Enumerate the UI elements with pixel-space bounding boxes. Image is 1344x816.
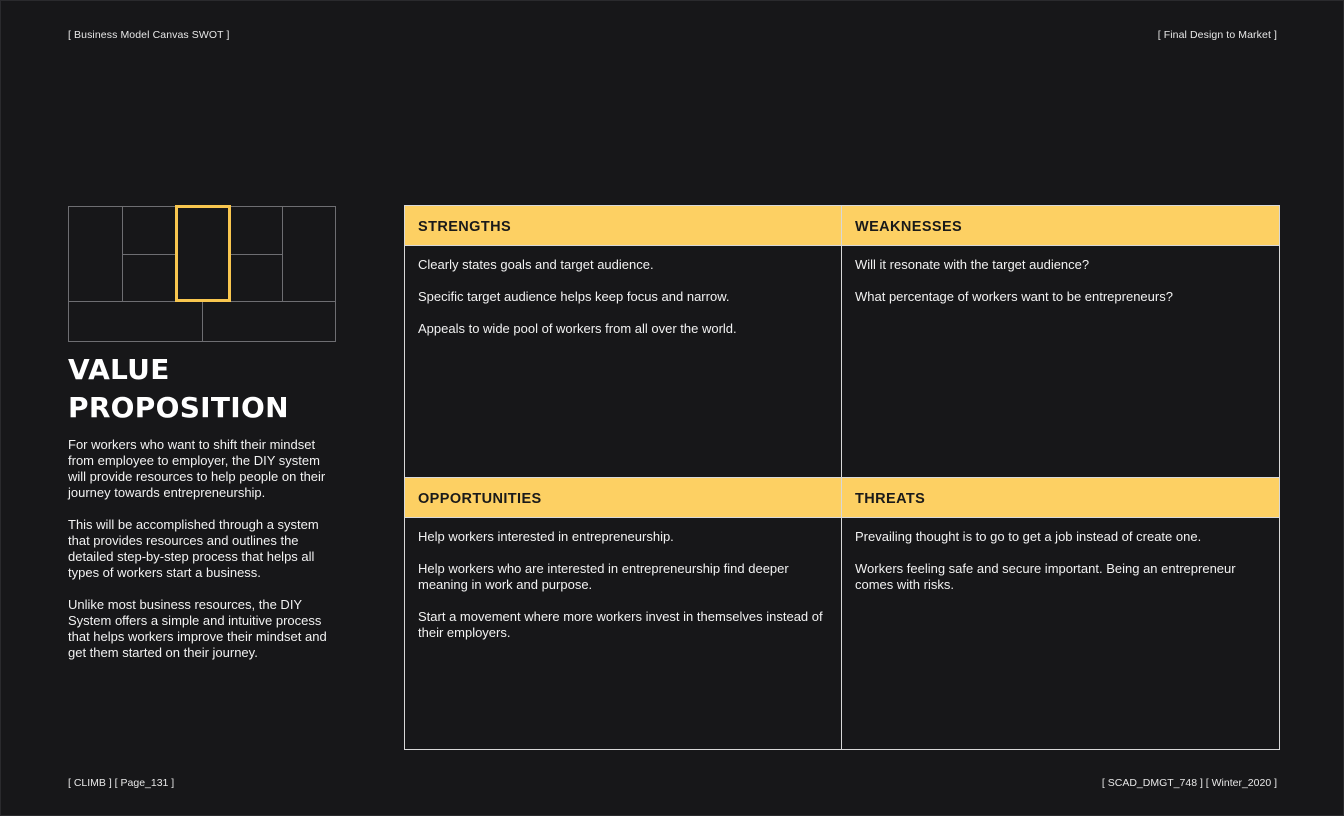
canvas-divider [229, 254, 282, 255]
list-item: Help workers interested in entrepreneurship. [418, 528, 674, 544]
swot-grid [404, 205, 1280, 750]
footer-page-label: [ CLIMB ] [ Page_131 ] [68, 777, 175, 789]
strengths-quadrant [405, 206, 842, 478]
section-title: VALUE PROPOSITION [68, 353, 289, 424]
value-proposition-highlight [175, 205, 231, 302]
list-item: Workers feeling safe and secure important. Being an entrepreneur comes with risks. [855, 560, 1236, 592]
business-model-canvas-diagram [68, 206, 336, 342]
section-description [68, 437, 340, 677]
list-item: Start a movement where more workers invest in themselves instead of their employers. [418, 608, 823, 640]
description-paragraph: This will be accomplished through a system that provides resources and outlines the detailed step-by-step process that helps all types of workers start a business. [68, 517, 319, 580]
threats-quadrant [842, 478, 1279, 750]
opportunities-list [405, 518, 841, 641]
list-item: Prevailing thought is to go to get a job instead of create one. [855, 528, 1202, 544]
description-paragraph: For workers who want to shift their mindset from employee to employer, the DIY system will provide resources to help people on their journey towards entrepreneurship. [68, 437, 326, 500]
description-paragraph: Unlike most business resources, the DIY System offers a simple and intuitive process that helps workers improve their mindset and get them started on their journey. [68, 597, 327, 660]
weaknesses-list [842, 246, 1279, 305]
strengths-list [405, 246, 841, 337]
threats-heading: THREATS [842, 478, 1279, 518]
footer-course-label: [ SCAD_DMGT_748 ] [ Winter_2020 ] [1101, 777, 1277, 789]
list-item: Clearly states goals and target audience. [418, 257, 654, 272]
weaknesses-heading: WEAKNESSES [842, 206, 1279, 246]
canvas-divider [202, 301, 203, 341]
list-item: Appeals to wide pool of workers from all over the world. [418, 321, 737, 336]
list-item: Specific target audience helps keep focus and narrow. [418, 289, 730, 304]
strengths-heading: STRENGTHS [405, 206, 841, 246]
threats-list [842, 518, 1279, 593]
weaknesses-quadrant [842, 206, 1279, 478]
opportunities-heading: OPPORTUNITIES [405, 478, 841, 518]
list-item: Will it resonate with the target audience? [855, 257, 1090, 272]
opportunities-quadrant [405, 478, 842, 750]
list-item: What percentage of workers want to be entrepreneurs? [855, 289, 1173, 304]
list-item: Help workers who are interested in entrepreneurship find deeper meaning in work and purpose. [418, 560, 789, 592]
header-section-label: [ Business Model Canvas SWOT ] [68, 29, 230, 41]
canvas-divider [122, 254, 176, 255]
header-document-label: [ Final Design to Market ] [1157, 29, 1277, 41]
canvas-divider [282, 207, 283, 301]
